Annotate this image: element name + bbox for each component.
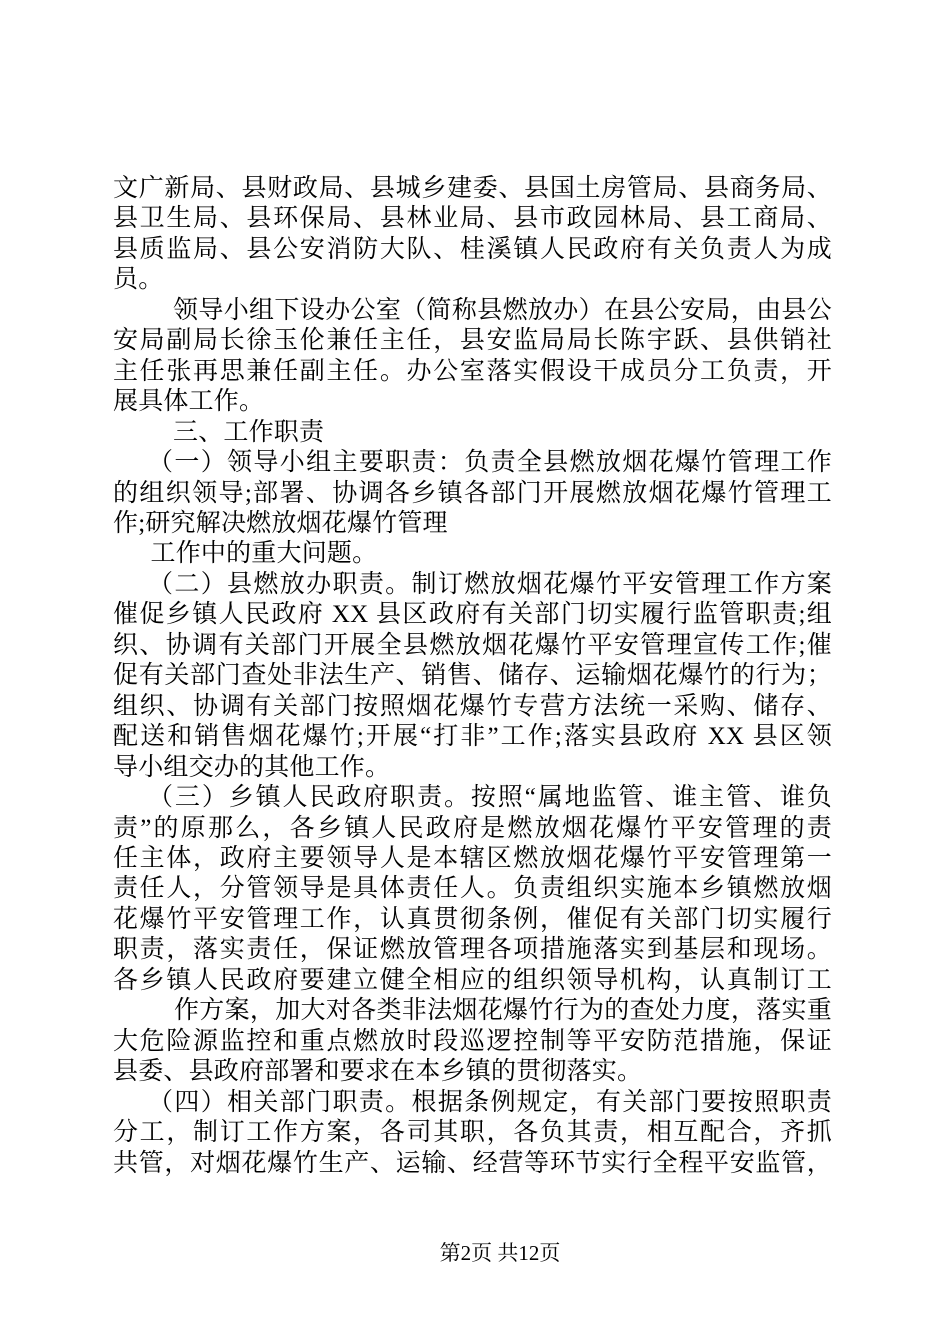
text-line: 作;研究解决燃放烟花爆竹管理 <box>113 509 448 537</box>
page-footer <box>25 1240 950 1267</box>
text-line: 工作中的重大问题。 <box>150 540 378 568</box>
text-line: 共管，对烟花爆竹生产、运输、经营等环节实行全程平安监管， <box>113 1149 832 1177</box>
text-line: 责任人，分管领导是具体责任人。负责组织实施本乡镇燃放烟 <box>113 875 832 903</box>
page-number: 第2页 共12页 <box>439 1241 561 1265</box>
text-line: （三）乡镇人民政府职责。按照“属地监管、谁主管、谁负 <box>148 784 832 812</box>
text-line: 责”的原那么，各乡镇人民政府是燃放烟花爆竹平安管理的责 <box>113 814 832 842</box>
text-line: 县委、县政府部署和要求在本乡镇的贯彻落实。 <box>113 1058 643 1086</box>
text-line: 主任张再思兼任副主任。办公室落实假设干成员分工负责，开 <box>113 357 832 385</box>
text-line: 三、工作职责 <box>173 418 325 446</box>
text-line: 织、协调有关部门开展全县燃放烟花爆竹平安管理宣传工作;催 <box>113 631 832 659</box>
document-body <box>113 174 832 1179</box>
text-line: 花爆竹平安管理工作，认真贯彻条例，催促有关部门切实履行 <box>113 905 832 933</box>
text-line: 分工，制订工作方案，各司其职，各负其责，相互配合，齐抓 <box>113 1119 832 1147</box>
text-line: 导小组交办的其他工作。 <box>113 753 391 781</box>
text-line: 文广新局、县财政局、县城乡建委、县国土房管局、县商务局、 <box>113 175 832 202</box>
text-line: 安局副局长徐玉伦兼任主任，县安监局局长陈宇跃、县供销社 <box>113 327 832 355</box>
text-line: （一）领导小组主要职责：负责全县燃放烟花爆竹管理工作 <box>148 449 832 477</box>
text-line: 任主体，政府主要领导人是本辖区燃放烟花爆竹平安管理第一 <box>113 844 832 872</box>
text-line: 领导小组下设办公室（简称县燃放办）在县公安局，由县公 <box>173 296 832 324</box>
text-line: 配送和销售烟花爆竹;开展“打非”工作;落实县政府 XX 县区领 <box>113 723 832 751</box>
text-line: 催促乡镇人民政府 XX 县区政府有关部门切实履行监管职责;组 <box>113 601 832 629</box>
text-line: 县质监局、县公安消防大队、桂溪镇人民政府有关负责人为成 <box>113 235 832 263</box>
text-line: 作方案，加大对各类非法烟花爆竹行为的查处力度，落实重 <box>174 997 832 1025</box>
text-line: （四）相关部门职责。根据条例规定，有关部门要按照职责 <box>148 1088 832 1116</box>
text-line: 组织、协调有关部门按照烟花爆竹专营方法统一采购、储存、 <box>113 692 832 720</box>
text-line: 各乡镇人民政府要建立健全相应的组织领导机构，认真制订工 <box>113 966 832 994</box>
text-line: 县卫生局、县环保局、县林业局、县市政园林局、县工商局、 <box>113 205 832 233</box>
text-line: （二）县燃放办职责。制订燃放烟花爆竹平安管理工作方案 <box>148 570 832 598</box>
text-line: 员。 <box>113 266 164 294</box>
text-line: 展具体工作。 <box>113 388 265 416</box>
text-line: 的组织领导;部署、协调各乡镇各部门开展燃放烟花爆竹管理工 <box>113 479 832 507</box>
text-line: 促有关部门查处非法生产、销售、储存、运输烟花爆竹的行为； <box>113 662 832 690</box>
text-line: 职责，落实责任，保证燃放管理各项措施落实到基层和现场。 <box>113 936 832 964</box>
text-line: 大危险源监控和重点燃放时段巡逻控制等平安防范措施，保证 <box>113 1027 832 1055</box>
